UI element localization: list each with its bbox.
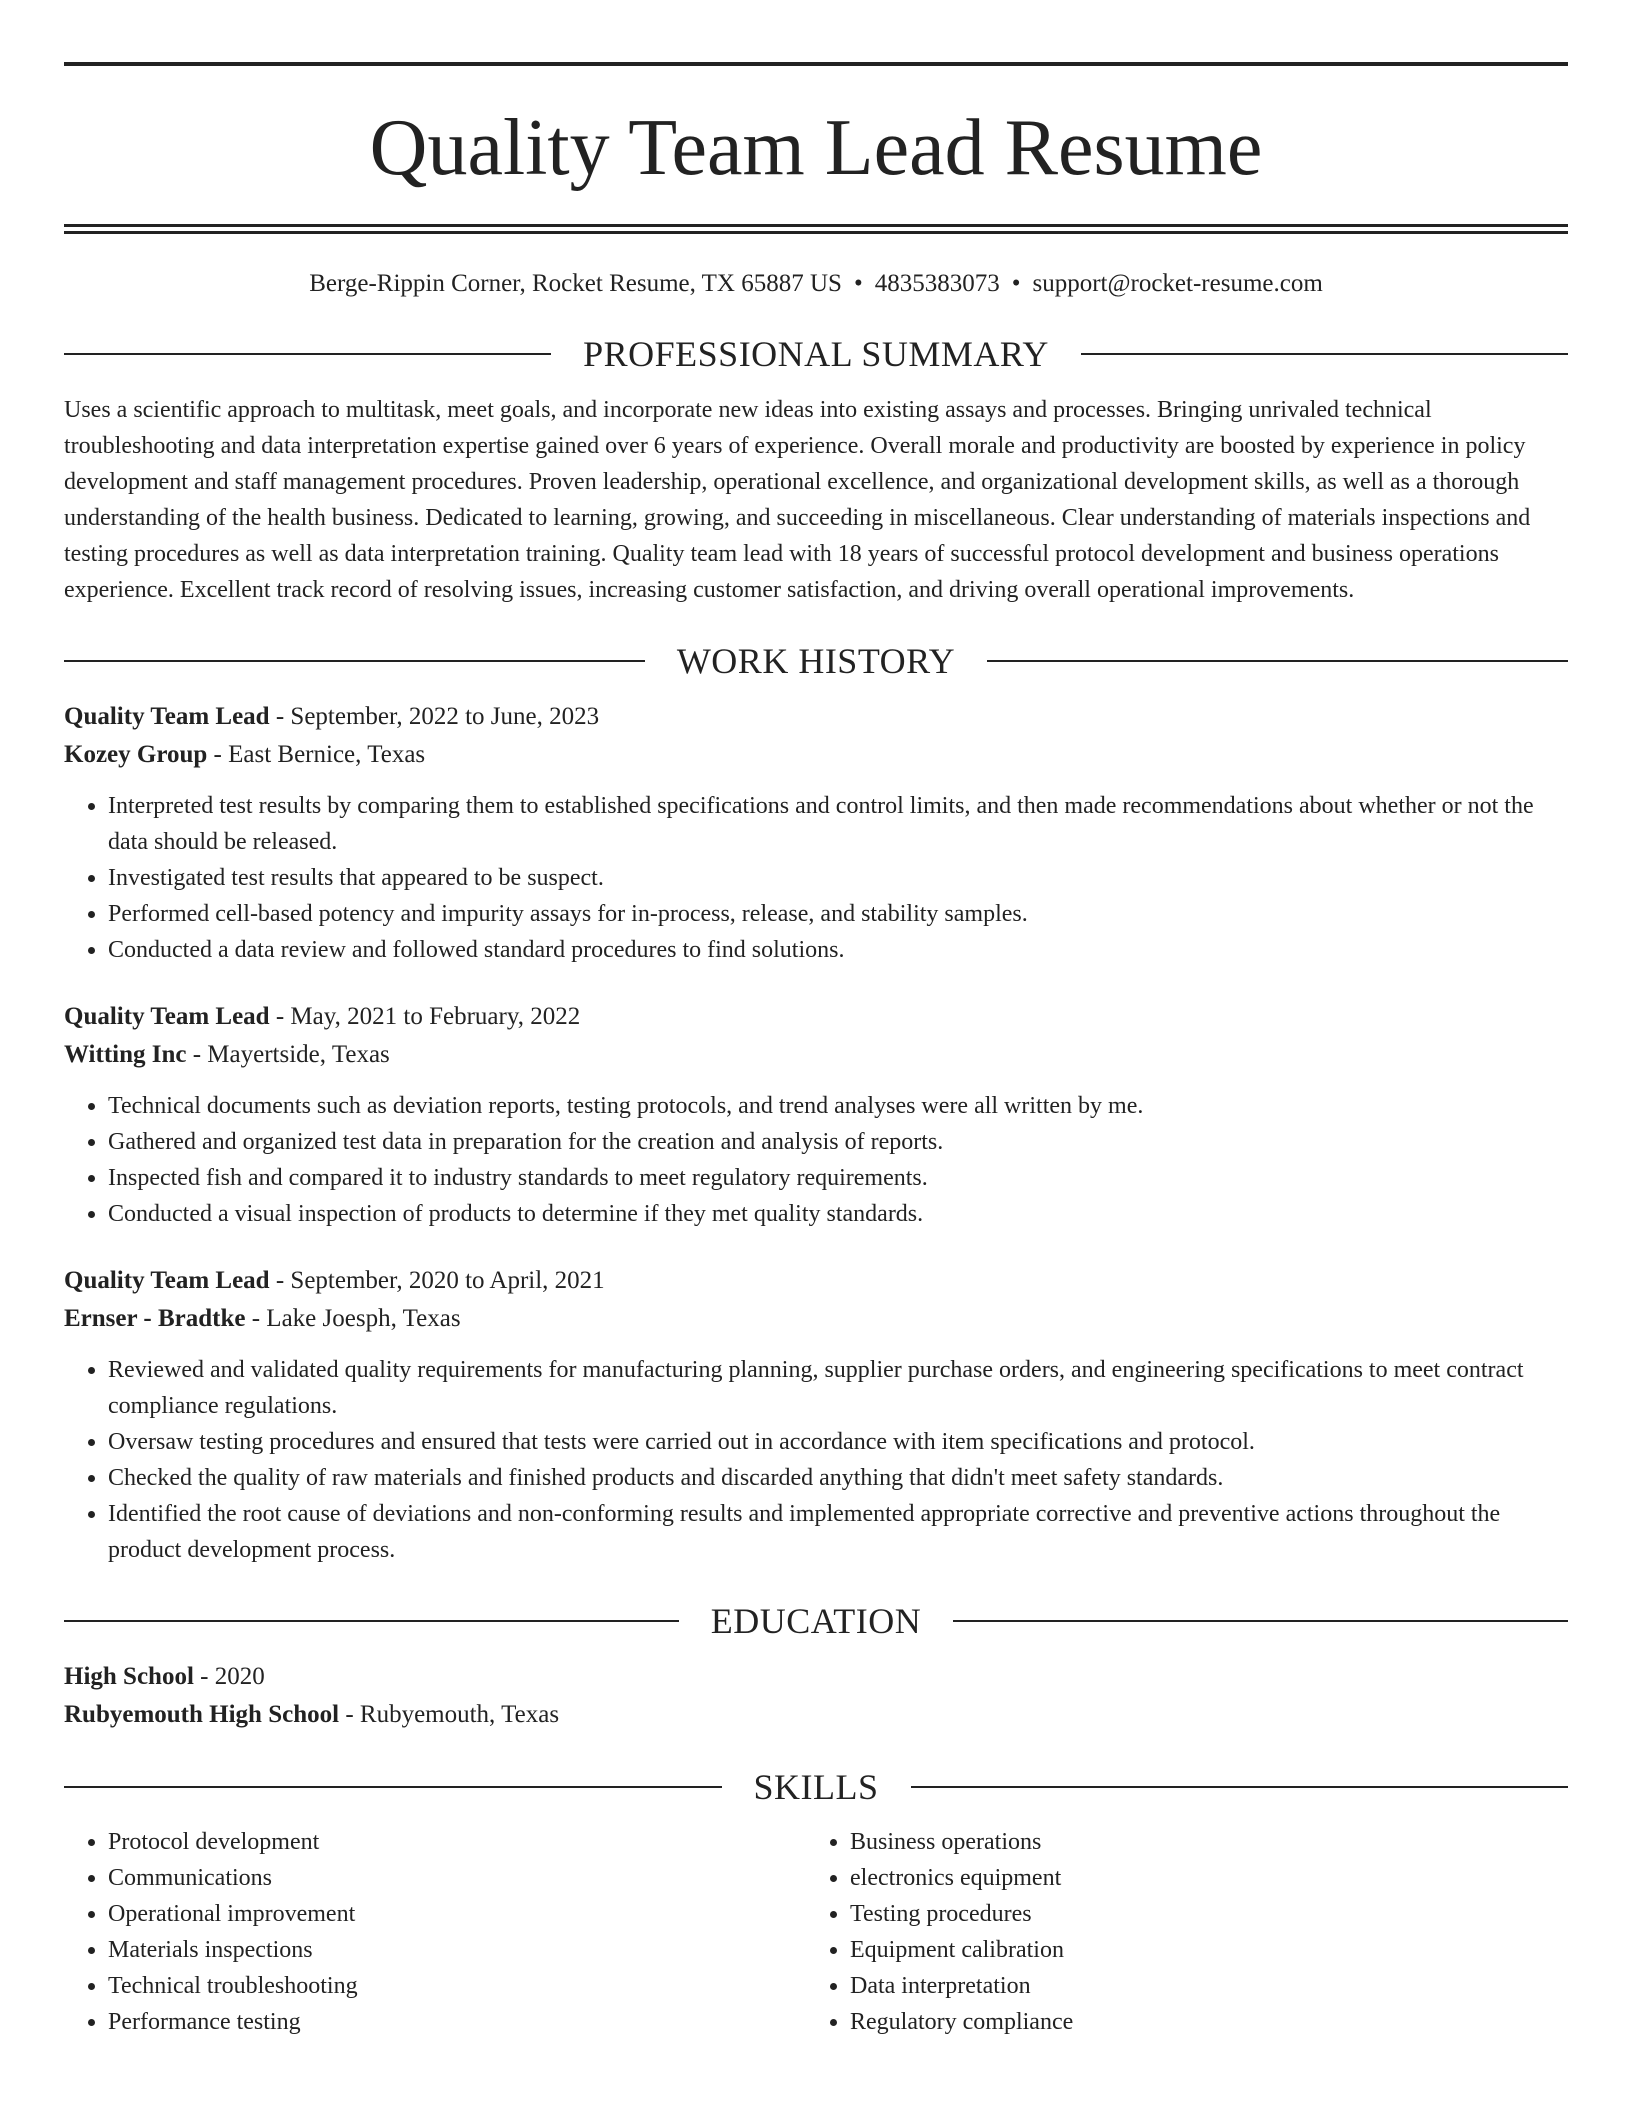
education-school-line: [64, 1696, 1568, 1734]
skills-column-right: [806, 1824, 1548, 2040]
work-history-list: [64, 698, 1568, 1568]
job-bullet: • Technical documents such as deviation reports, testing protocols, and trend analyses were all written by me.: [108, 1088, 1568, 1124]
job-dates: - May, 2021 to February, 2022: [269, 1003, 581, 1030]
job-title: Quality Team Lead: [64, 1003, 270, 1030]
job-company: Ernser - Bradtke: [64, 1305, 246, 1332]
job-title: Quality Team Lead: [64, 1267, 270, 1294]
section-header-work-history: [64, 638, 1568, 684]
education-year: - 2020: [193, 1663, 265, 1690]
job-title-line: [64, 998, 1568, 1036]
job-company-line: [64, 736, 1568, 774]
job-bullet: • Interpreted test results by comparing them to established specifications and control limits, and then made recommendations about whether or not the data should be released.: [108, 788, 1568, 860]
job-bullet: • Investigated test results that appeared to be suspect.: [108, 860, 1568, 896]
skill-item: • Technical troubleshooting: [108, 1968, 806, 2004]
skill-item: • Communications: [108, 1860, 806, 1896]
title-bottom-double-rule: [64, 224, 1568, 234]
section-header-summary: [64, 331, 1568, 377]
section-rule-right: [911, 1786, 1569, 1788]
skills-column-left: [64, 1824, 806, 2040]
job-bullets: [64, 1352, 1568, 1568]
section-rule-left: [64, 1786, 722, 1788]
section-rule-right: [1081, 353, 1568, 355]
job-bullet: • Reviewed and validated quality requirements for manufacturing planning, supplier purchase orders, and engineering specifications to meet contract compliance regulations.: [108, 1352, 1568, 1424]
title-top-rule: [64, 62, 1568, 66]
contact-line: [64, 267, 1568, 301]
skill-item: • Protocol development: [108, 1824, 806, 1860]
skill-item: • Testing procedures: [850, 1896, 1548, 1932]
section-rule-left: [64, 1620, 679, 1622]
section-header-skills: [64, 1764, 1568, 1810]
job-company-line: [64, 1036, 1568, 1074]
section-header-education: [64, 1598, 1568, 1644]
contact-email: support@rocket-resume.com: [1032, 270, 1323, 297]
job-bullets: [64, 788, 1568, 968]
job-location: - Lake Joesph, Texas: [245, 1305, 461, 1332]
professional-summary-text: Uses a scientific approach to multitask, meet goals, and incorporate new ideas into existing assays and processes. Bringing unrivaled technical troubleshooting and data interpretation expertise gained over 6 years of experience. Overall morale and productivity are boosted by experience in policy development and staff management procedures. Proven leadership, operational excellence, and organizational development skills, as well as a thorough understanding of the health business. Dedicated to learning, growing, and succeeding in miscellaneous. Clear understanding of materials inspections and testing procedures as well as data interpretation training. Quality team lead with 18 years of successful protocol development and business operations experience. Excellent track record of resolving issues, increasing customer satisfaction, and driving overall operational improvements.: [64, 397, 1531, 603]
job-company-line: [64, 1300, 1568, 1338]
job-location: - East Bernice, Texas: [207, 741, 426, 768]
job-entry: [64, 1262, 1568, 1568]
education-location: - Rubyemouth, Texas: [339, 1701, 560, 1728]
job-title: Quality Team Lead: [64, 703, 270, 730]
skill-item: • Data interpretation: [850, 1968, 1548, 2004]
section-rule-left: [64, 353, 551, 355]
education-degree-line: [64, 1658, 1568, 1696]
title-block: [64, 62, 1568, 234]
education-degree: High School: [64, 1663, 194, 1690]
job-bullets: [64, 1088, 1568, 1232]
job-entry: [64, 998, 1568, 1232]
job-bullet: • Oversaw testing procedures and ensured that tests were carried out in accordance with item specifications and protocol.: [108, 1424, 1568, 1460]
contact-separator: •: [1011, 270, 1021, 297]
job-bullet: • Conducted a visual inspection of products to determine if they met quality standards.: [108, 1196, 1568, 1232]
section-title: WORK HISTORY: [676, 641, 956, 681]
contact-address: Berge-Rippin Corner, Rocket Resume, TX 65887 US: [309, 270, 842, 297]
job-entry: [64, 698, 1568, 968]
section-rule-left: [64, 660, 645, 662]
job-company: Kozey Group: [64, 741, 208, 768]
job-bullet: • Checked the quality of raw materials and finished products and discarded anything that didn't meet safety standards.: [108, 1460, 1568, 1496]
section-title: SKILLS: [753, 1767, 879, 1807]
section-title: EDUCATION: [710, 1601, 922, 1641]
job-bullet: • Performed cell-based potency and impurity assays for in-process, release, and stability samples.: [108, 896, 1568, 932]
skill-item: • Performance testing: [108, 2004, 806, 2040]
job-bullet: • Conducted a data review and followed standard procedures to find solutions.: [108, 932, 1568, 968]
section-title: PROFESSIONAL SUMMARY: [583, 334, 1049, 374]
job-location: - Mayertside, Texas: [186, 1041, 390, 1068]
job-bullet: • Gathered and organized test data in preparation for the creation and analysis of reports.: [108, 1124, 1568, 1160]
contact-phone: 4835383073: [874, 270, 1000, 297]
job-title-line: [64, 1262, 1568, 1300]
education-entry: [64, 1658, 1568, 1734]
section-rule-right: [953, 1620, 1568, 1622]
skills-grid: [64, 1824, 1568, 2040]
job-company: Witting Inc: [64, 1041, 187, 1068]
job-dates: - September, 2022 to June, 2023: [269, 703, 600, 730]
job-bullet: • Inspected fish and compared it to industry standards to meet regulatory requirements.: [108, 1160, 1568, 1196]
skill-item: • electronics equipment: [850, 1860, 1548, 1896]
resume-page: [64, 0, 1568, 2040]
job-dates: - September, 2020 to April, 2021: [269, 1267, 605, 1294]
job-title-line: [64, 698, 1568, 736]
education-school: Rubyemouth High School: [64, 1701, 340, 1728]
skill-item: • Operational improvement: [108, 1896, 806, 1932]
skill-item: • Materials inspections: [108, 1932, 806, 1968]
skill-item: • Regulatory compliance: [850, 2004, 1548, 2040]
job-bullet: • Identified the root cause of deviations and non-conforming results and implemented appropriate corrective and preventive actions throughout the product development process.: [108, 1496, 1568, 1568]
contact-separator: •: [853, 270, 863, 297]
skill-item: • Equipment calibration: [850, 1932, 1548, 1968]
skill-item: • Business operations: [850, 1824, 1548, 1860]
document-title: Quality Team Lead Resume: [369, 104, 1263, 192]
section-rule-right: [987, 660, 1568, 662]
